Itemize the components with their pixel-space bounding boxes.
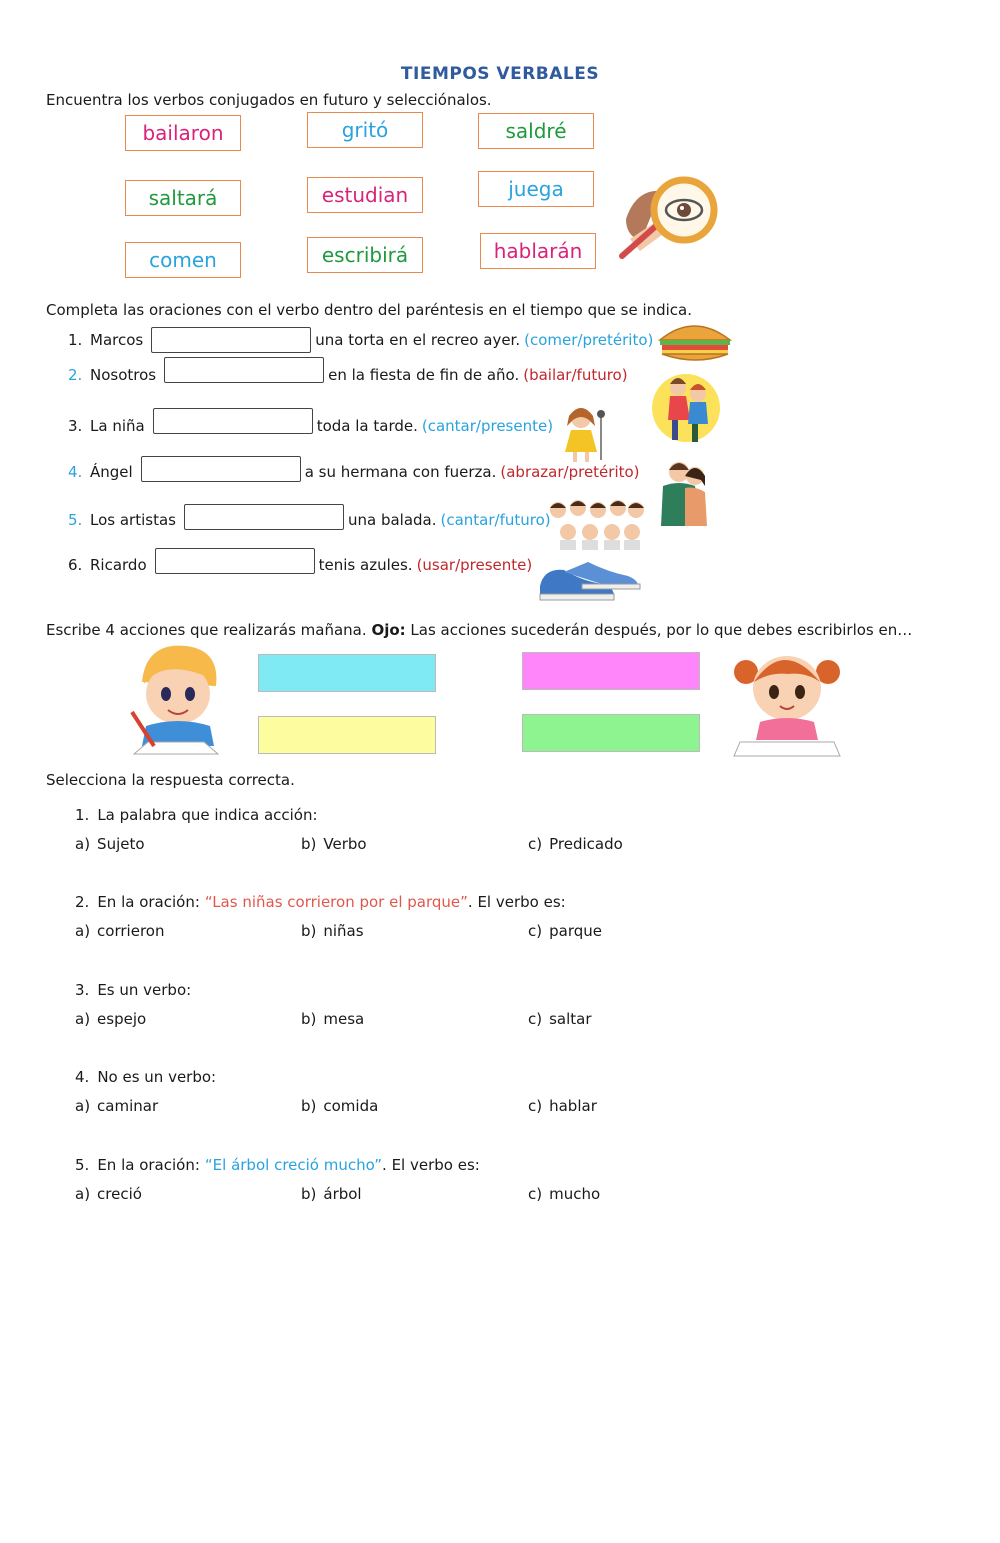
answer-blank-2[interactable]	[164, 357, 324, 383]
option-letter: a)	[75, 1185, 91, 1203]
answer-option-3-a[interactable]	[75, 1010, 146, 1028]
word-option-8[interactable]: escribirá	[307, 237, 423, 273]
question-tail: . El verbo es:	[382, 1156, 480, 1174]
option-letter: c)	[528, 835, 543, 853]
sentence-subject: Ricardo	[90, 556, 147, 574]
sentence-subject: Nosotros	[90, 366, 157, 384]
option-letter: c)	[528, 922, 543, 940]
question-number: 2.	[75, 893, 90, 911]
answer-blank-4[interactable]	[141, 456, 301, 482]
sentence-hint: (cantar/futuro)	[440, 511, 551, 529]
option-letter: b)	[301, 1010, 317, 1028]
option-letter: a)	[75, 1097, 91, 1115]
answer-option-5-b[interactable]	[301, 1185, 362, 1203]
sentence-rest: una balada.	[347, 511, 437, 529]
option-letter: a)	[75, 1010, 91, 1028]
word-option-5[interactable]: estudian	[307, 177, 423, 213]
section3-instruction	[46, 621, 912, 639]
question-1	[75, 806, 323, 824]
word-option-4[interactable]: saltará	[125, 180, 241, 216]
action-box-2[interactable]	[522, 652, 700, 690]
question-5	[75, 1156, 480, 1174]
answer-option-4-b[interactable]	[301, 1097, 378, 1115]
word-option-3[interactable]: saldré	[478, 113, 594, 149]
question-quote: “El árbol creció mucho”	[204, 1156, 383, 1174]
sentence-hint: (comer/pretérito)	[524, 331, 654, 349]
option-text: mucho	[549, 1185, 601, 1203]
question-quote: “Las niñas corrieron por el parque”	[204, 893, 468, 911]
sentence-6	[68, 556, 532, 574]
sentence-number: 3.	[68, 417, 83, 435]
sandwich-icon	[656, 318, 734, 362]
sentence-2	[68, 366, 628, 384]
option-text: creció	[97, 1185, 142, 1203]
section1-instruction: Encuentra los verbos conjugados en futuro y selecciónalos.	[46, 91, 492, 109]
option-text: mesa	[323, 1010, 365, 1028]
magnifier-eye-icon	[616, 164, 720, 264]
sentence-number: 6.	[68, 556, 83, 574]
sentence-subject: Ángel	[90, 463, 133, 481]
question-text: La palabra que indica acción:	[97, 806, 318, 824]
answer-option-4-a[interactable]	[75, 1097, 158, 1115]
word-option-7[interactable]: comen	[125, 242, 241, 278]
singing-girl-icon	[561, 404, 617, 466]
option-text: niñas	[323, 922, 364, 940]
word-option-1[interactable]: bailaron	[125, 115, 241, 151]
action-box-3[interactable]	[258, 716, 436, 754]
girl-writing-icon	[732, 642, 842, 760]
sentence-rest: en la fiesta de fin de año.	[328, 366, 520, 384]
answer-option-4-c[interactable]	[528, 1097, 597, 1115]
option-letter: c)	[528, 1097, 543, 1115]
page-title: TIEMPOS VERBALES	[400, 64, 600, 84]
answer-option-1-c[interactable]	[528, 835, 623, 853]
answer-option-1-b[interactable]	[301, 835, 367, 853]
sneakers-icon	[536, 556, 642, 610]
action-box-1[interactable]	[258, 654, 436, 692]
sentence-rest: toda la tarde.	[316, 417, 418, 435]
question-4	[75, 1068, 221, 1086]
answer-option-2-b[interactable]	[301, 922, 364, 940]
word-option-6[interactable]: juega	[478, 171, 594, 207]
question-text: En la oración:	[97, 1156, 200, 1174]
sentence-rest: tenis azules.	[318, 556, 413, 574]
answer-blank-5[interactable]	[184, 504, 344, 530]
question-text: No es un verbo:	[97, 1068, 217, 1086]
question-number: 5.	[75, 1156, 90, 1174]
answer-option-5-a[interactable]	[75, 1185, 142, 1203]
answer-blank-1[interactable]	[151, 327, 311, 353]
option-text: espejo	[97, 1010, 147, 1028]
answer-blank-6[interactable]	[155, 548, 315, 574]
question-number: 4.	[75, 1068, 90, 1086]
section4-instruction: Selecciona la respuesta correcta.	[46, 771, 295, 789]
option-letter: b)	[301, 1185, 317, 1203]
instruction-rest: Las acciones sucederán después, por lo que debes escribirlos en…	[410, 621, 913, 639]
sentence-1	[68, 327, 653, 353]
sentence-rest: a su hermana con fuerza.	[304, 463, 497, 481]
boy-writing-icon	[128, 642, 224, 760]
option-text: árbol	[323, 1185, 362, 1203]
sentence-number: 5.	[68, 511, 83, 529]
instruction-text: Escribe 4 acciones que realizarás mañana.	[46, 621, 367, 639]
option-letter: a)	[75, 835, 91, 853]
sentence-subject: Los artistas	[90, 511, 176, 529]
option-letter: a)	[75, 922, 91, 940]
question-number: 1.	[75, 806, 90, 824]
sentence-subject: Marcos	[90, 331, 144, 349]
choir-kids-icon	[546, 496, 646, 552]
question-2	[75, 893, 566, 911]
answer-option-3-b[interactable]	[301, 1010, 364, 1028]
option-text: parque	[549, 922, 602, 940]
sentence-subject: La niña	[90, 417, 145, 435]
answer-blank-3[interactable]	[153, 408, 313, 434]
question-text: En la oración:	[97, 893, 200, 911]
sentence-number: 4.	[68, 463, 83, 481]
instruction-bold: Ojo:	[371, 621, 406, 639]
sentence-number: 2.	[68, 366, 83, 384]
option-letter: b)	[301, 835, 317, 853]
word-option-9[interactable]: hablarán	[480, 233, 596, 269]
sentence-rest: una torta en el recreo ayer.	[315, 331, 521, 349]
section2-instruction: Completa las oraciones con el verbo dentro del paréntesis en el tiempo que se indica.	[46, 301, 693, 319]
sentence-number: 1.	[68, 331, 83, 349]
option-letter: b)	[301, 1097, 317, 1115]
option-text: corrieron	[97, 922, 165, 940]
sentence-4	[68, 462, 640, 482]
question-3	[75, 981, 196, 999]
sentence-5	[68, 510, 551, 530]
sentence-hint: (bailar/futuro)	[523, 366, 628, 384]
hugging-people-icon	[655, 458, 715, 528]
question-number: 3.	[75, 981, 90, 999]
option-text: saltar	[549, 1010, 592, 1028]
option-letter: c)	[528, 1010, 543, 1028]
sentence-hint: (abrazar/pretérito)	[500, 463, 640, 481]
word-option-2[interactable]: gritó	[307, 112, 423, 148]
answer-option-3-c[interactable]	[528, 1010, 592, 1028]
option-text: comida	[323, 1097, 379, 1115]
option-text: Sujeto	[97, 835, 145, 853]
answer-option-2-c[interactable]	[528, 922, 602, 940]
option-text: caminar	[97, 1097, 159, 1115]
answer-option-2-a[interactable]	[75, 922, 164, 940]
dancing-kids-icon	[648, 362, 724, 448]
question-tail: . El verbo es:	[467, 893, 566, 911]
option-text: Verbo	[323, 835, 367, 853]
sentence-hint: (cantar/presente)	[421, 417, 554, 435]
answer-option-1-a[interactable]	[75, 835, 145, 853]
sentence-hint: (usar/presente)	[416, 556, 533, 574]
question-text: Es un verbo:	[97, 981, 192, 999]
action-box-4[interactable]	[522, 714, 700, 752]
option-letter: b)	[301, 922, 317, 940]
option-letter: c)	[528, 1185, 543, 1203]
option-text: hablar	[549, 1097, 597, 1115]
answer-option-5-c[interactable]	[528, 1185, 600, 1203]
option-text: Predicado	[549, 835, 623, 853]
sentence-3	[68, 417, 553, 435]
